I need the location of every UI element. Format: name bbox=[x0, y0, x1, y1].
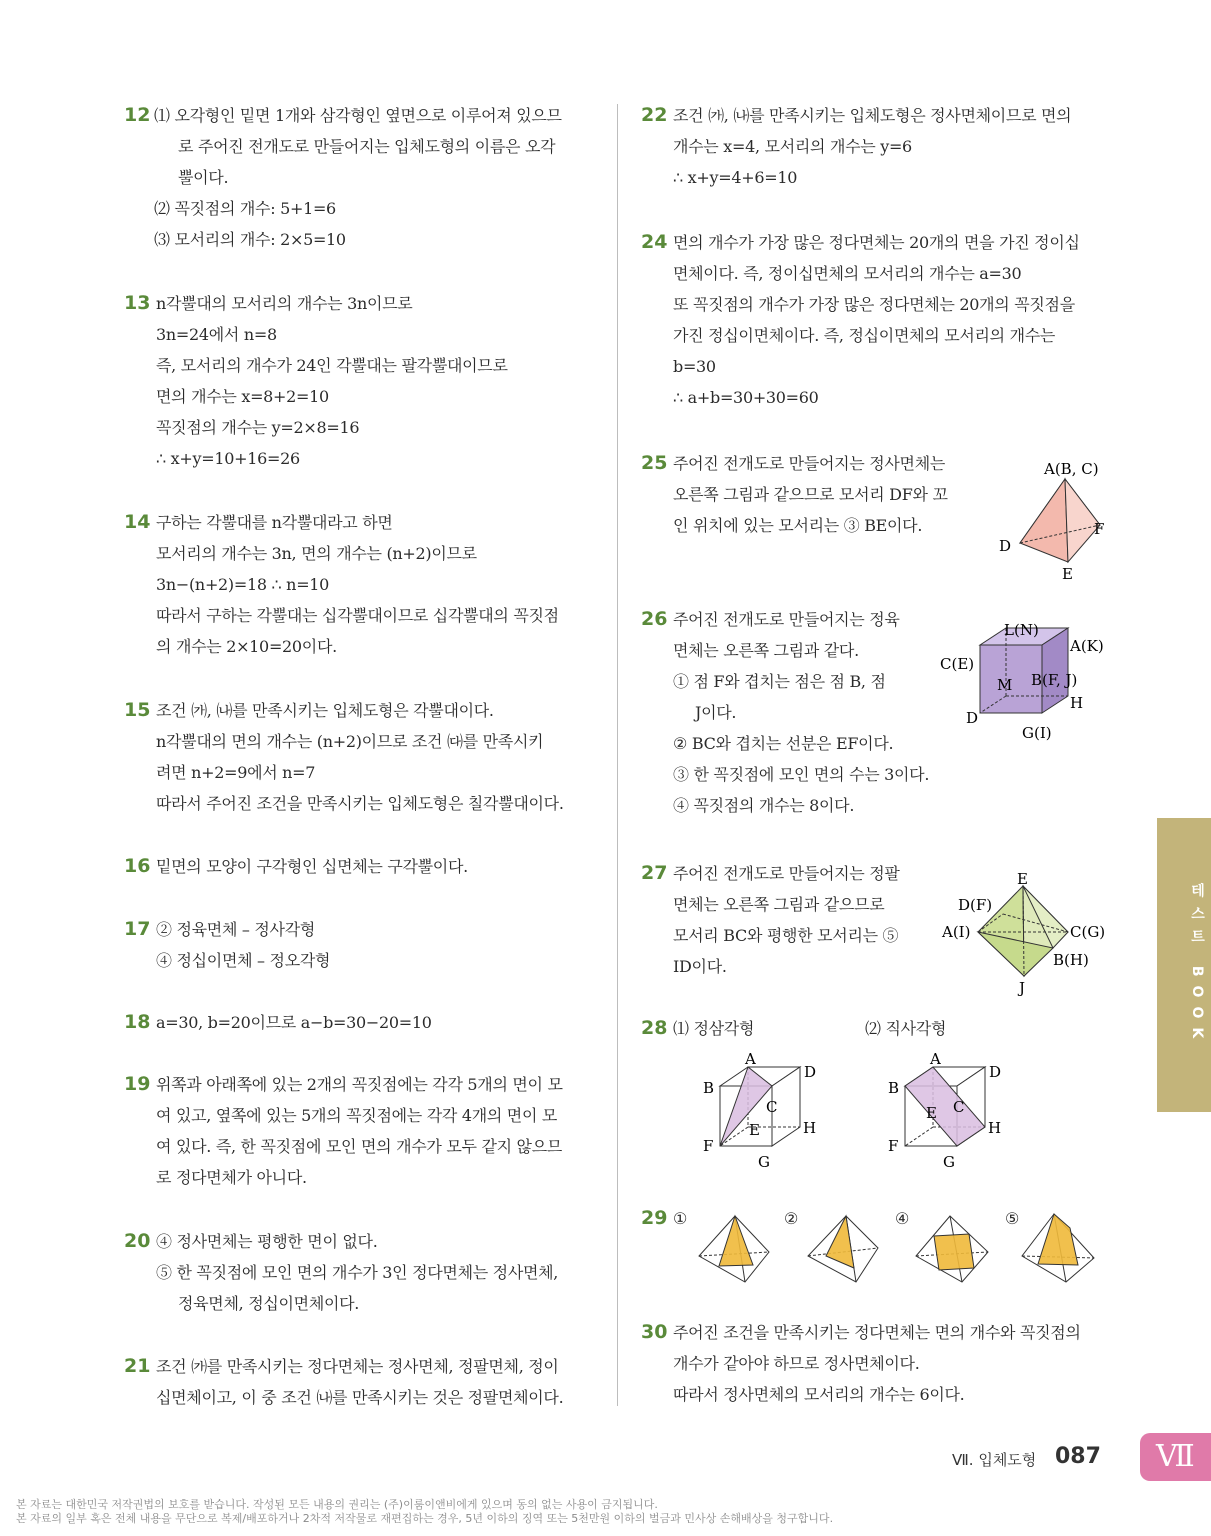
vertex-label-g: G bbox=[943, 1153, 955, 1171]
vertex-label-bfj: B(F, J) bbox=[1031, 671, 1078, 689]
answer-line: 여 있다. 즉, 한 꼭짓점에 모인 면의 개수가 모두 같지 않으므 bbox=[156, 1137, 563, 1156]
choice-label: ② bbox=[784, 1209, 799, 1228]
problem-number: 17 bbox=[124, 918, 151, 940]
answer-line: 조건 ㈎를 만족시키는 정다면체는 정사면체, 정팔면체, 정이 bbox=[156, 1357, 559, 1376]
problem-number: 28 bbox=[641, 1017, 668, 1039]
tetrahedron-section-5-figure bbox=[1018, 1208, 1098, 1288]
answer-line: 주어진 전개도로 만들어지는 정팔 bbox=[673, 864, 900, 883]
answer-line: 로 정다면체가 아니다. bbox=[156, 1168, 307, 1187]
vertex-label-a: A(B, C) bbox=[1044, 460, 1099, 478]
problem-number: 22 bbox=[641, 104, 668, 126]
answer-line: 오른쪽 그림과 같으므로 모서리 DF와 꼬 bbox=[673, 485, 948, 504]
problem-number: 30 bbox=[641, 1321, 668, 1343]
answer-line: 따라서 정사면체의 모서리의 개수는 6이다. bbox=[673, 1385, 965, 1404]
problem-number: 15 bbox=[124, 699, 151, 721]
choice-label: ④ bbox=[895, 1209, 910, 1228]
answer-line: 밑면의 모양이 구각형인 십면체는 구각뿔이다. bbox=[156, 857, 468, 876]
answer-line: 구하는 각뿔대를 n각뿔대라고 하면 bbox=[156, 513, 393, 532]
vertex-label-h: H bbox=[988, 1119, 1002, 1137]
vertex-label-d: D bbox=[966, 709, 979, 727]
answer-line: 주어진 전개도로 만들어지는 정육 bbox=[673, 610, 900, 629]
vertex-label-e: E bbox=[926, 1104, 937, 1122]
cube-figure bbox=[938, 618, 1118, 748]
cube-rectangle-section-figure bbox=[885, 1048, 1015, 1173]
answer-line: 따라서 구하는 각뿔대는 십각뿔대이므로 십각뿔대의 꼭짓점 bbox=[156, 606, 559, 625]
answer-line: ⑤ 한 꼭짓점에 모인 면의 개수가 3인 정다면체는 정사면체, bbox=[156, 1263, 559, 1282]
copyright-line: 본 자료는 대한민국 저작권법의 보호를 받습니다. 작성된 모든 내용의 권리는 (주)이룸이앤비에게 있으며 동의 없는 사용이 금지됩니다. bbox=[16, 1498, 658, 1511]
octahedron-figure bbox=[938, 868, 1118, 998]
problem-number: 27 bbox=[641, 862, 668, 884]
answer-line: 뿔이다. bbox=[178, 168, 229, 187]
vertex-label-ak: A(K) bbox=[1070, 637, 1104, 655]
vertex-label-c: C bbox=[766, 1098, 778, 1116]
side-tab-label: 테스트 BOOK bbox=[1189, 882, 1205, 1048]
answer-line: ID이다. bbox=[673, 957, 727, 976]
vertex-label-a: A bbox=[930, 1050, 941, 1068]
vertex-label-ce: C(E) bbox=[940, 655, 975, 673]
answer-line: a=30, b=20이므로 a−b=30−20=10 bbox=[156, 1013, 432, 1032]
answer-line: 의 개수는 2×10=20이다. bbox=[156, 637, 337, 656]
vertex-label-ln: L(N) bbox=[1004, 621, 1039, 639]
answer-line: ∴ a+b=30+30=60 bbox=[673, 388, 819, 407]
answer-line: 꼭짓점의 개수는 y=2×8=16 bbox=[156, 418, 360, 437]
tetrahedron-section-1-figure bbox=[695, 1208, 775, 1288]
vertex-label-m: M bbox=[997, 676, 1013, 694]
answer-line: 면의 개수는 x=8+2=10 bbox=[156, 387, 329, 406]
answer-line: 모서리의 개수는 3n, 면의 개수는 (n+2)이므로 bbox=[156, 544, 477, 563]
problem-number: 21 bbox=[124, 1355, 151, 1377]
problem-number: 24 bbox=[641, 231, 668, 253]
answer-line: ④ 정십이면체 – 정오각형 bbox=[156, 951, 331, 970]
answer-line: ② BC와 겹치는 선분은 EF이다. bbox=[673, 734, 894, 753]
vertex-label-e: E bbox=[749, 1121, 760, 1139]
answer-line: 면체는 오른쪽 그림과 같다. bbox=[673, 641, 859, 660]
answer-line: 따라서 주어진 조건을 만족시키는 입체도형은 칠각뿔대이다. bbox=[156, 794, 564, 813]
answer-line: 3n−(n+2)=18 ∴ n=10 bbox=[156, 575, 330, 594]
answer-line: ⑵ 꼭짓점의 개수: 5+1=6 bbox=[154, 199, 336, 218]
answer-line: 개수는 x=4, 모서리의 개수는 y=6 bbox=[673, 137, 912, 156]
vertex-label-b: B bbox=[888, 1079, 900, 1097]
vertex-label-a: A bbox=[745, 1050, 756, 1068]
vertex-label-j: J bbox=[1019, 979, 1026, 997]
answer-line: 인 위치에 있는 모서리는 ③ BE이다. bbox=[673, 516, 923, 535]
vertex-label-gi: G(I) bbox=[1022, 724, 1052, 742]
vertex-label-d: D bbox=[989, 1063, 1002, 1081]
tetrahedron-figure bbox=[990, 455, 1115, 585]
answer-line: ② 정육면체 – 정사각형 bbox=[156, 920, 316, 939]
answer-line: 조건 ㈎, ㈏를 만족시키는 입체도형은 각뿔대이다. bbox=[156, 701, 494, 720]
vertex-label-f: F bbox=[703, 1137, 714, 1155]
answer-line: 가진 정십이면체이다. 즉, 정십이면체의 모서리의 개수는 bbox=[673, 326, 1056, 345]
vertex-label-d: D bbox=[999, 537, 1012, 555]
answer-line: ④ 꼭짓점의 개수는 8이다. bbox=[673, 796, 855, 815]
answer-line: 주어진 조건을 만족시키는 정다면체는 면의 개수와 꼭짓점의 bbox=[673, 1323, 1081, 1342]
answer-line: ∴ x+y=10+16=26 bbox=[156, 449, 300, 468]
problem-number: 14 bbox=[124, 511, 151, 533]
problem-number: 18 bbox=[124, 1011, 151, 1033]
tetrahedron-section-4-figure bbox=[912, 1208, 992, 1288]
vertex-label-f: F bbox=[888, 1137, 899, 1155]
problem-number: 25 bbox=[641, 452, 668, 474]
answer-line: 즉, 모서리의 개수가 24인 각뿔대는 팔각뿔대이므로 bbox=[156, 356, 508, 375]
copyright-line: 본 자료의 일부 혹은 전체 내용을 무단으로 복제/배포하거나 2차적 저작물로 재편집하는 경우, 5년 이하의 징역 또는 5천만원 이하의 벌금과 민사상 손해배상을 청구합니다. bbox=[16, 1512, 834, 1525]
cube-equilateral-section-figure bbox=[700, 1048, 830, 1173]
page-number: 087 bbox=[1055, 1444, 1101, 1469]
vertex-label-g: G bbox=[758, 1153, 770, 1171]
vertex-label-c: C bbox=[953, 1098, 965, 1116]
chapter-label: Ⅶ. 입체도형 bbox=[952, 1451, 1037, 1469]
answer-line: 조건 ㈎, ㈏를 만족시키는 입체도형은 정사면체이므로 면의 bbox=[673, 106, 1072, 125]
choice-label: ① bbox=[673, 1209, 688, 1228]
answer-line: 면체이다. 즉, 정이십면체의 모서리의 개수는 a=30 bbox=[673, 264, 1022, 283]
chapter-badge-label: Ⅶ bbox=[1156, 1439, 1195, 1474]
problem-number: 13 bbox=[124, 292, 151, 314]
answer-line: 정육면체, 정십이면체이다. bbox=[178, 1294, 360, 1313]
choice-label: ⑤ bbox=[1005, 1209, 1020, 1228]
section-label: ⑵ 직사각형 bbox=[865, 1019, 947, 1038]
answer-line: 또 꼭짓점의 개수가 가장 많은 정다면체는 20개의 꼭짓점을 bbox=[673, 295, 1075, 314]
answer-line: 로 주어진 전개도로 만들어지는 입체도형의 이름은 오각 bbox=[178, 137, 556, 156]
answer-line: ⑶ 모서리의 개수: 2×5=10 bbox=[154, 230, 346, 249]
answer-line: 면체는 오른쪽 그림과 같으므로 bbox=[673, 895, 885, 914]
answer-line: ④ 정사면체는 평행한 면이 없다. bbox=[156, 1232, 378, 1251]
answer-line: 위쪽과 아래쪽에 있는 2개의 꼭짓점에는 각각 5개의 면이 모 bbox=[156, 1075, 563, 1094]
answer-line: ① 점 F와 겹치는 점은 점 B, 점 bbox=[673, 672, 886, 691]
vertex-label-cg: C(G) bbox=[1070, 923, 1106, 941]
vertex-label-h: H bbox=[803, 1119, 817, 1137]
answer-line: 면의 개수가 가장 많은 정다면체는 20개의 면을 가진 정이십 bbox=[673, 233, 1080, 252]
answer-line: ③ 한 꼭짓점에 모인 면의 수는 3이다. bbox=[673, 765, 930, 784]
vertex-label-ai: A(I) bbox=[942, 923, 971, 941]
answer-line: 개수가 같아야 하므로 정사면체이다. bbox=[673, 1354, 920, 1373]
chapter-badge bbox=[1140, 1433, 1211, 1481]
vertex-label-e: E bbox=[1017, 870, 1028, 888]
column-divider bbox=[617, 104, 618, 1406]
vertex-label-e: E bbox=[1062, 565, 1073, 583]
answer-line: 3n=24에서 n=8 bbox=[156, 325, 277, 344]
problem-number: 16 bbox=[124, 855, 151, 877]
section-label: ⑴ 정삼각형 bbox=[673, 1019, 755, 1038]
problem-number: 20 bbox=[124, 1230, 151, 1252]
answer-line: J이다. bbox=[695, 703, 737, 722]
problem-number: 12 bbox=[124, 104, 151, 126]
vertex-label-b: B bbox=[703, 1079, 715, 1097]
problem-number: 19 bbox=[124, 1073, 151, 1095]
vertex-label-h: H bbox=[1070, 694, 1084, 712]
vertex-label-df: D(F) bbox=[958, 896, 993, 914]
answer-line: 십면체이고, 이 중 조건 ㈏를 만족시키는 것은 정팔면체이다. bbox=[156, 1388, 564, 1407]
problem-number: 29 bbox=[641, 1207, 668, 1229]
answer-line: 주어진 전개도로 만들어지는 정사면체는 bbox=[673, 454, 946, 473]
answer-line: n각뿔대의 모서리의 개수는 3n이므로 bbox=[156, 294, 413, 313]
vertex-label-f: F bbox=[1094, 520, 1105, 538]
answer-line: 려면 n+2=9에서 n=7 bbox=[156, 763, 316, 782]
problem-number: 26 bbox=[641, 608, 668, 630]
answer-line: ∴ x+y=4+6=10 bbox=[673, 168, 798, 187]
answer-line: 모서리 BC와 평행한 모서리는 ⑤ bbox=[673, 926, 899, 945]
vertex-label-bh: B(H) bbox=[1053, 951, 1089, 969]
answer-line: b=30 bbox=[673, 357, 716, 376]
answer-line: 여 있고, 옆쪽에 있는 5개의 꼭짓점에는 각각 4개의 면이 모 bbox=[156, 1106, 558, 1125]
vertex-label-d: D bbox=[804, 1063, 817, 1081]
answer-line: ⑴ 오각형인 밑면 1개와 삼각형인 옆면으로 이루어져 있으므 bbox=[154, 106, 562, 125]
tetrahedron-section-2-figure bbox=[804, 1208, 884, 1288]
answer-line: n각뿔대의 면의 개수는 (n+2)이므로 조건 ㈐를 만족시키 bbox=[156, 732, 544, 751]
